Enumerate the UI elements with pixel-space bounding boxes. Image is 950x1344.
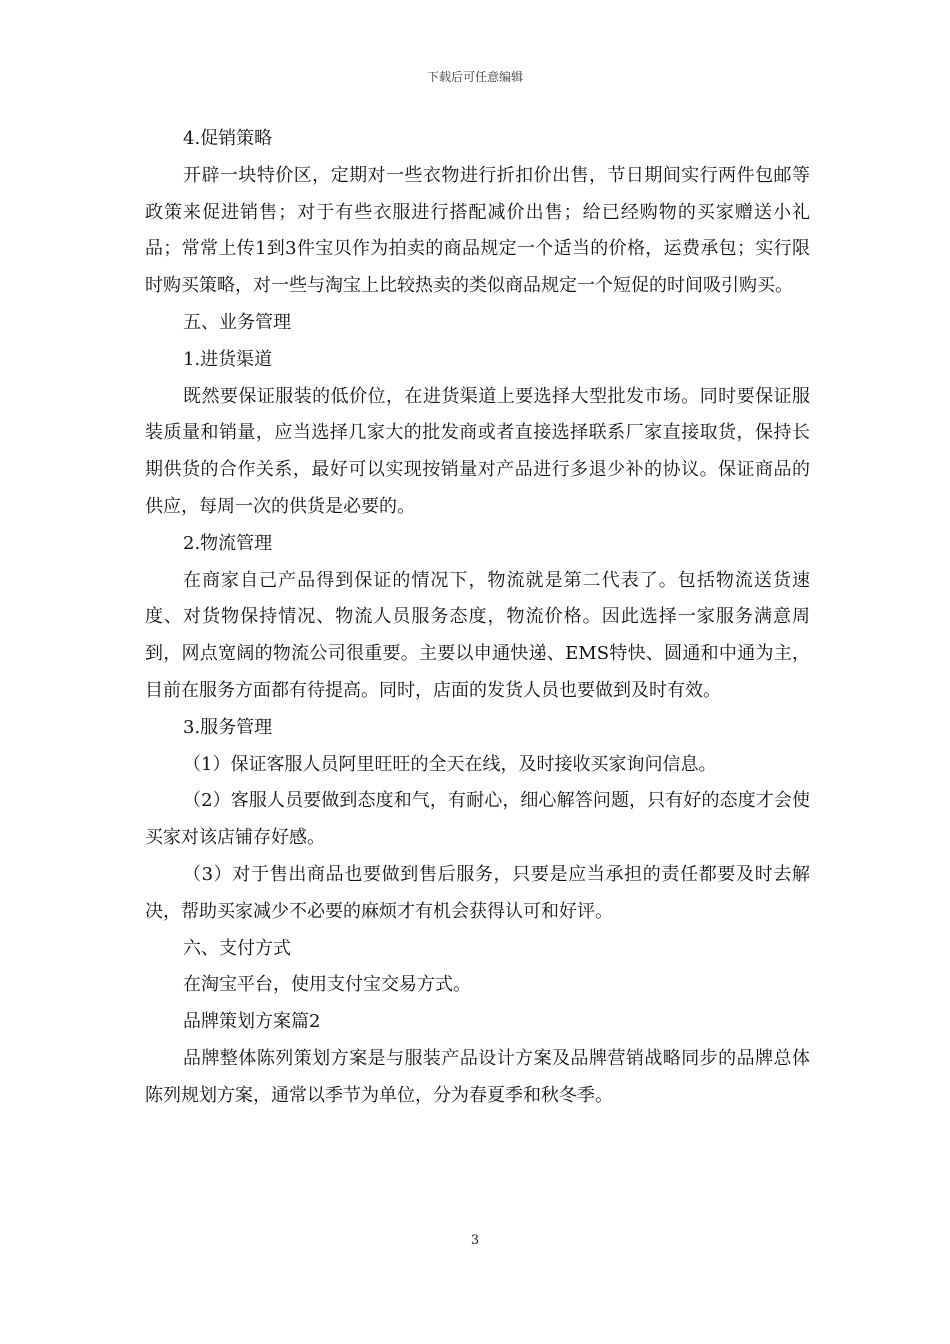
paragraph-logistics: 在商家自己产品得到保证的情况下，物流就是第二代表了。包括物流送货速度、对货物保持情况、物流人员服务态度，物流价格。因此选择一家服务满意周到，网点宽阔的物流公司很重要。主要以申通快递、EMS特快、圆通和中通为主，目前在服务方面都有待提高。同时，店面的发货人员也要做到及时有效。 (145, 569, 810, 701)
page-number: 3 (470, 1233, 480, 1248)
heading-promotion-strategy: 4.促销策略 (183, 128, 273, 149)
paragraph-payment: 在淘宝平台，使用支付宝交易方式。 (183, 974, 471, 996)
heading-brand-plan-2: 品牌策划方案篇2 (183, 1011, 321, 1033)
heading-business-management: 五、业务管理 (183, 311, 291, 333)
heading-payment-method: 六、支付方式 (183, 937, 291, 959)
paragraph-promotion: 开辟一块特价区，定期对一些衣物进行折扣价出售，节日期间实行两件包邮等政策来促进销售；对于有些衣服进行搭配减价出售；给已经购物的买家赠送小礼品；常常上传1到3件宝贝作为拍卖的商品规定一个适当的价格，运费承包；实行限时购买策略，对一些与淘宝上比较热卖的类似商品规定一个短促的时间吸引购买。 (145, 164, 810, 297)
document-body (145, 121, 810, 1115)
page-header: 下载后可任意编辑 (426, 70, 523, 84)
paragraph-service-1: （1）保证客服人员阿里旺旺的全天在线，及时接收买家询问信息。 (183, 753, 717, 775)
paragraph-service-2: （2）客服人员要做到态度和气，有耐心，细心解答问题，只有好的态度才会使买家对该店铺存好感。 (145, 790, 810, 849)
heading-purchase-channel: 1.进货渠道 (183, 348, 273, 370)
heading-service-management: 3.服务管理 (183, 716, 273, 738)
paragraph-brand-plan: 品牌整体陈列策划方案是与服装产品设计方案及品牌营销战略同步的品牌总体陈列规划方案，通常以季节为单位，分为春夏季和秋冬季。 (145, 1047, 810, 1106)
paragraph-service-3: （3）对于售出商品也要做到售后服务，只要是应当承担的责任都要及时去解决，帮助买家减少不必要的麻烦才有机会获得认可和好评。 (145, 863, 810, 922)
heading-logistics: 2.物流管理 (183, 532, 273, 554)
paragraph-purchase-channel: 既然要保证服装的低价位，在进货渠道上要选择大型批发市场。同时要保证服装质量和销量，应当选择几家大的批发商或者直接选择联系厂家直接取货，保持长期供货的合作关系，最好可以实现按销量对产品进行多退少补的协议。保证商品的供应，每周一次的供货是必要的。 (145, 385, 810, 517)
